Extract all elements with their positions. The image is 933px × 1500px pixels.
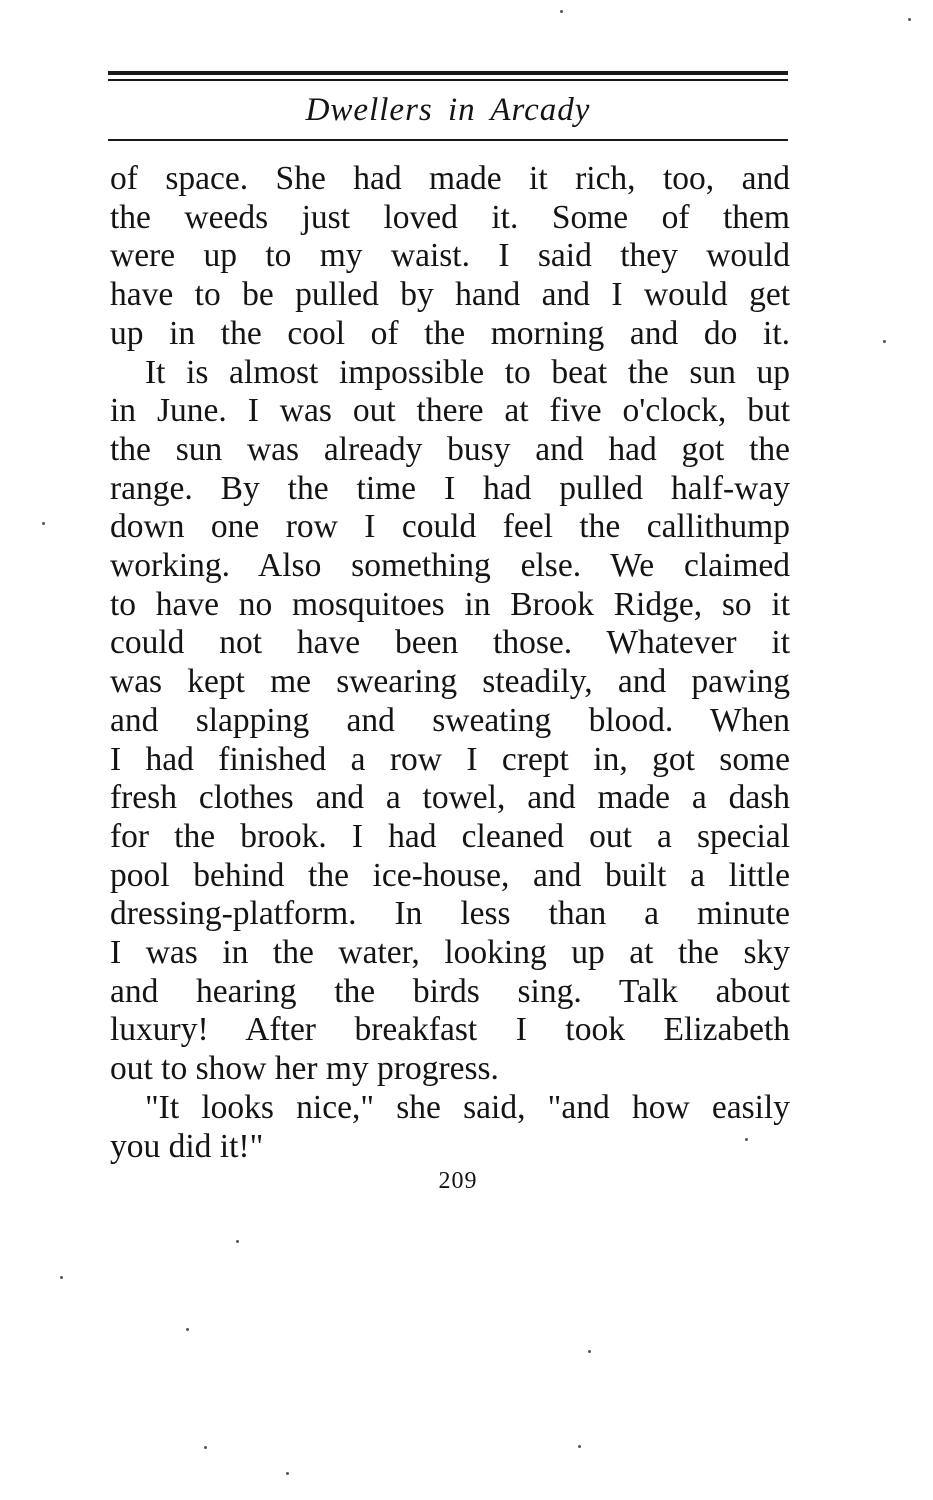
text-line: up in the cool of the morning and do it. — [110, 314, 790, 352]
body-text — [110, 160, 790, 1166]
text-line: dressing-platform. In less than a minute — [110, 895, 790, 933]
text-line: in June. I was out there at five o'clock, but — [110, 392, 790, 430]
paper-speck — [186, 1328, 189, 1331]
running-head: Dwellers in Arcady — [305, 92, 591, 128]
text-line: to have no mosquitoes in Brook Ridge, so it — [110, 585, 790, 623]
text-line: "It looks nice," she said, "and how easily — [145, 1088, 790, 1126]
paper-speck — [42, 522, 45, 525]
text-line: It is almost impossible to beat the sun up — [145, 353, 790, 391]
paragraph — [110, 160, 790, 354]
text-line: I was in the water, looking up at the sky — [110, 934, 790, 972]
text-line: you did it!" — [110, 1127, 264, 1165]
paper-speck — [286, 1472, 289, 1475]
text-line: was kept me swearing steadily, and pawing — [110, 663, 790, 701]
paper-speck — [204, 1446, 207, 1449]
text-line: out to show her my progress. — [110, 1050, 499, 1088]
text-line: the weeds just loved it. Some of them — [110, 198, 790, 236]
text-line: working. Also something else. We claimed — [110, 547, 790, 585]
paragraph — [110, 354, 790, 1089]
paper-speck — [60, 1276, 63, 1279]
paper-speck — [883, 340, 886, 343]
paper-speck — [745, 1138, 748, 1141]
header-rule-bottom — [108, 139, 788, 141]
paragraph — [110, 1089, 790, 1166]
paper-speck — [578, 1445, 581, 1448]
text-line: and slapping and sweating blood. When — [110, 701, 790, 739]
text-line: of space. She had made it rich, too, and — [110, 160, 790, 197]
paper-speck — [908, 18, 911, 21]
paper-speck — [236, 1240, 239, 1243]
text-line: range. By the time I had pulled half-way — [110, 469, 790, 507]
text-line: could not have been those. Whatever it — [110, 624, 790, 662]
text-line: luxury! After breakfast I took Elizabeth — [110, 1011, 790, 1049]
text-line: were up to my waist. I said they would — [110, 237, 790, 275]
text-line: for the brook. I had cleaned out a special — [110, 817, 790, 855]
paper-speck — [588, 1350, 591, 1353]
text-line: have to be pulled by hand and I would get — [110, 276, 790, 314]
page-number: 209 — [438, 1168, 478, 1194]
text-line: I had finished a row I crept in, got some — [110, 740, 790, 778]
header-rule-thick — [108, 71, 788, 75]
text-line: down one row I could feel the callithump — [110, 508, 790, 546]
text-line: fresh clothes and a towel, and made a dash — [110, 779, 790, 817]
header-rule-thin — [108, 79, 788, 81]
text-line: pool behind the ice-house, and built a little — [110, 856, 790, 894]
text-line: the sun was already busy and had got the — [110, 430, 790, 468]
text-line: and hearing the birds sing. Talk about — [110, 972, 790, 1010]
paper-speck — [560, 10, 563, 13]
